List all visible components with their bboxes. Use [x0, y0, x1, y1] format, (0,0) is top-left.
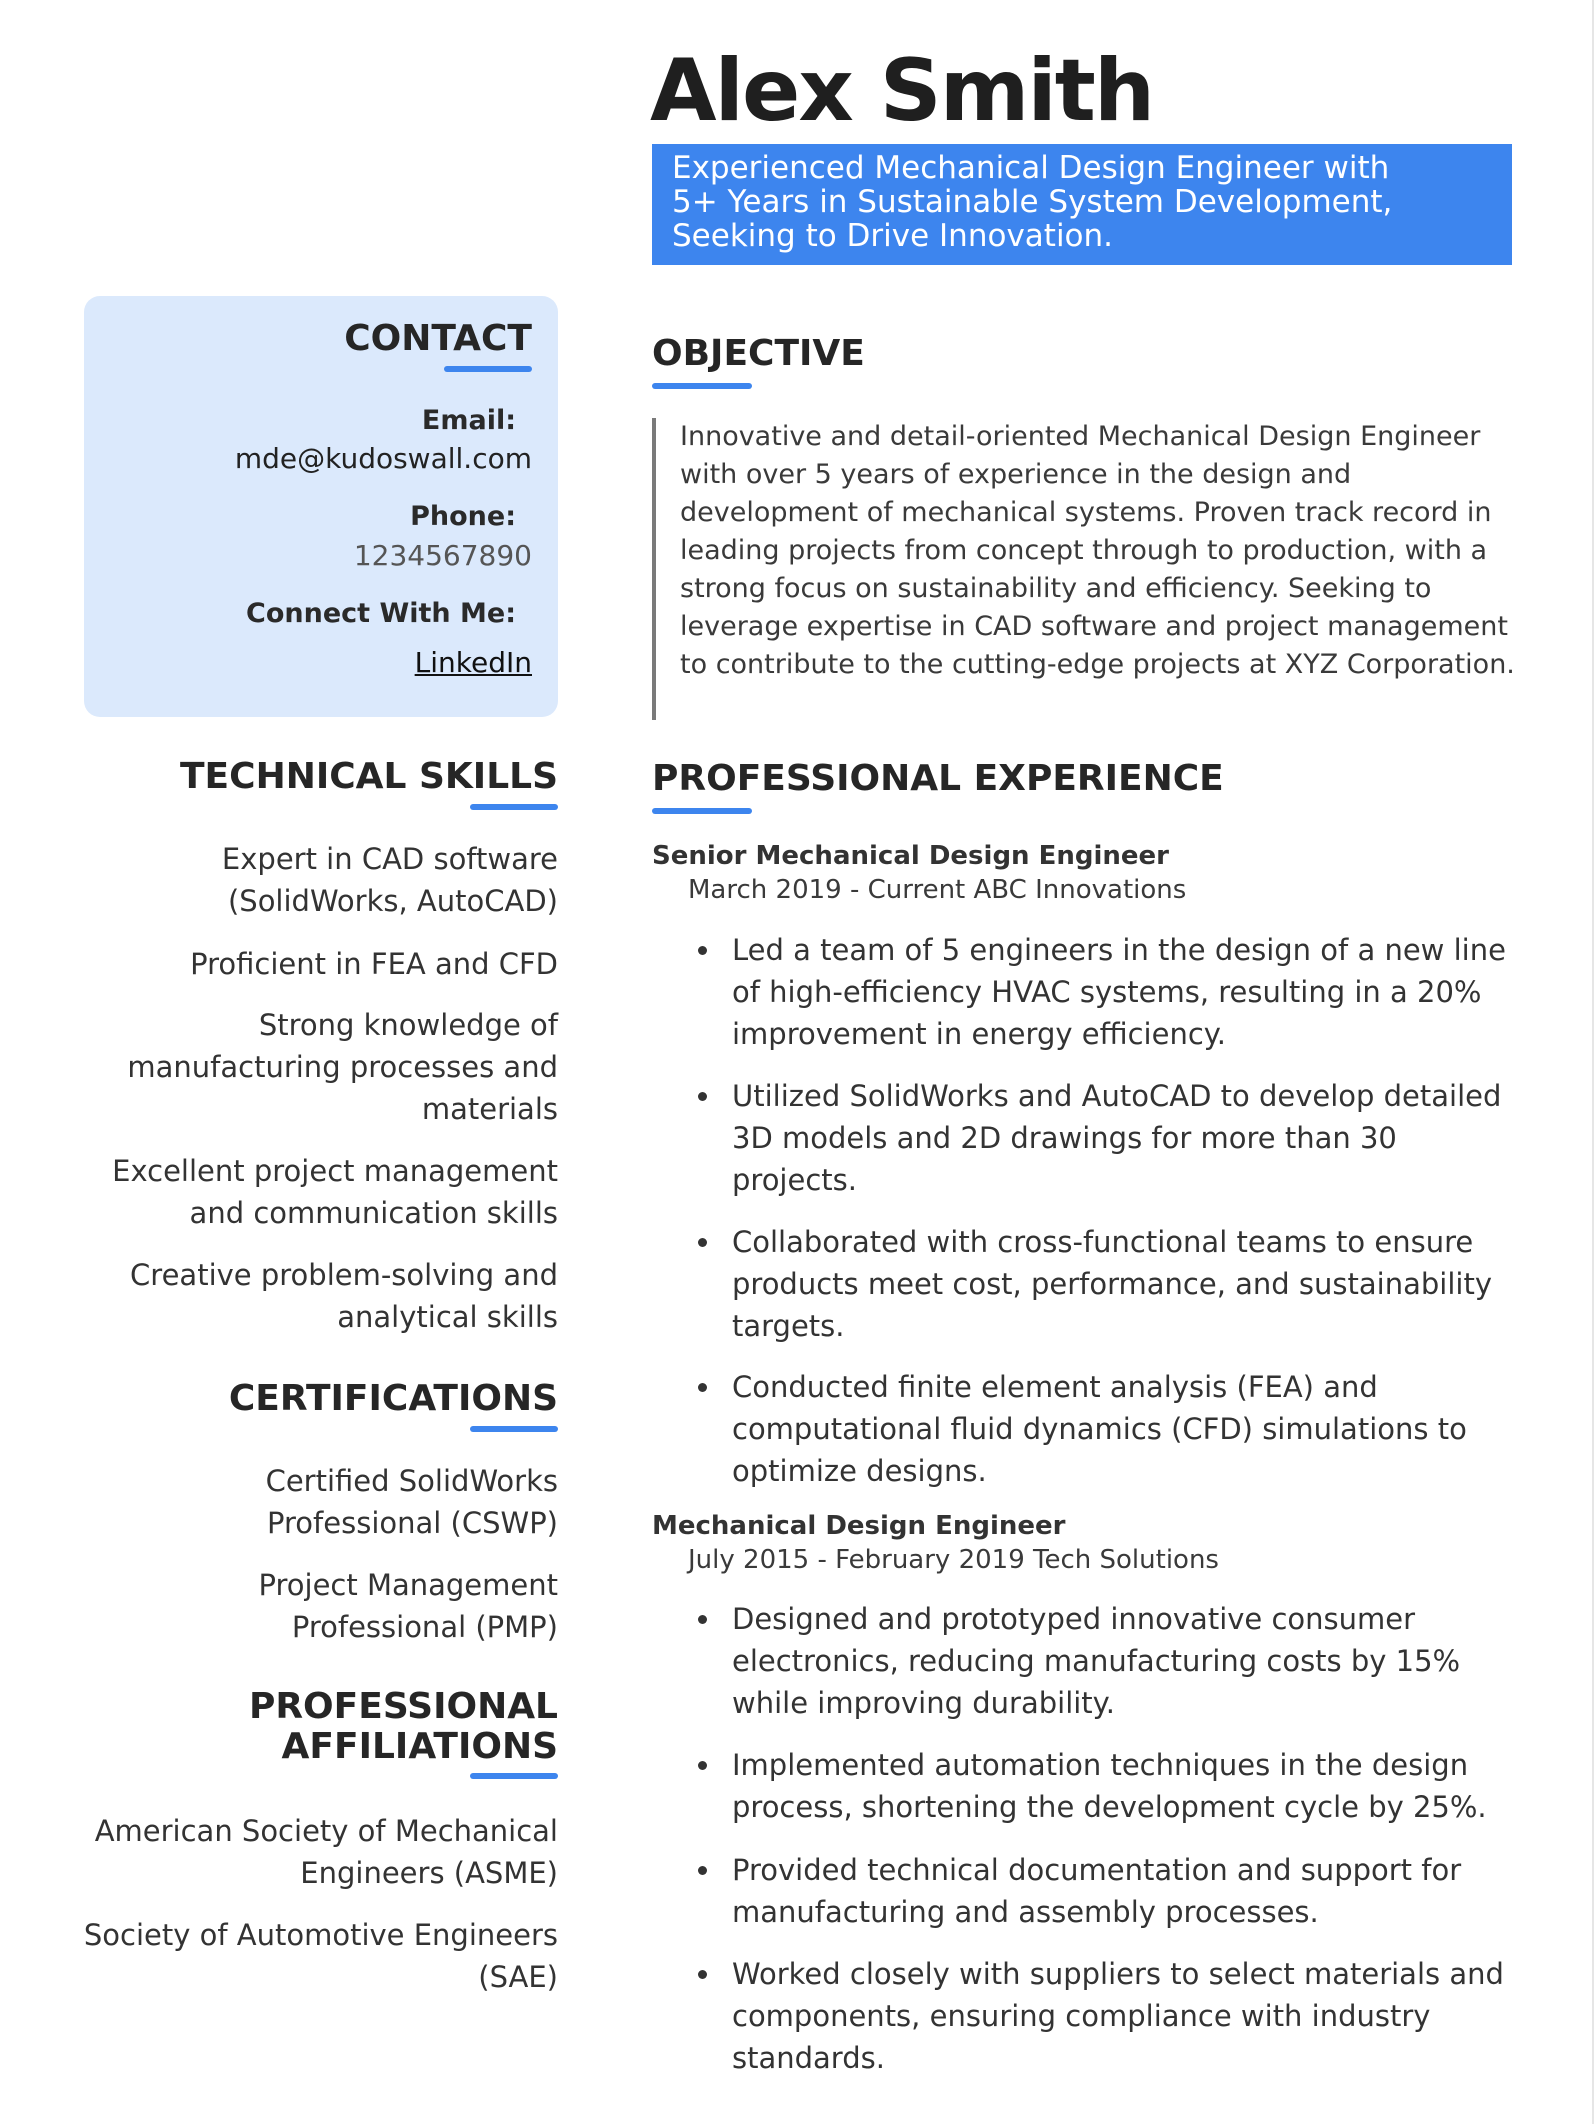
bullet-dot-icon	[698, 1383, 707, 1392]
job-bullet	[732, 1221, 1532, 1347]
bullet-line: standards.	[732, 2041, 885, 2075]
job-meta: July 2015 - February 2019 Tech Solutions	[688, 1545, 1219, 1575]
contact-heading-text: CONTACT	[344, 318, 532, 359]
bullet-line: products meet cost, performance, and sustainability	[732, 1267, 1492, 1301]
bullet-line: Provided technical documentation and support for	[732, 1853, 1462, 1887]
tagline-banner	[652, 144, 1512, 265]
bullet-line: targets.	[732, 1309, 845, 1343]
bullet-line: computational fluid dynamics (CFD) simulations to	[732, 1412, 1467, 1446]
affiliation-line: (SAE)	[478, 1960, 558, 1994]
objective-block	[652, 418, 1515, 720]
bullet-line: Collaborated with cross-functional teams to ensure	[732, 1225, 1474, 1259]
technical-skills-heading	[180, 756, 558, 798]
bullet-dot-icon	[698, 1866, 707, 1875]
affiliations-heading	[249, 1687, 558, 1767]
certification-item	[259, 1564, 558, 1648]
objective-heading-text: OBJECTIVE	[652, 333, 865, 374]
affiliations-heading-line: AFFILIATIONS	[281, 1726, 558, 1767]
bullet-line: Implemented automation techniques in the design	[732, 1748, 1469, 1782]
phone-value: 1234567890	[353, 539, 532, 572]
linkedin-link[interactable]: LinkedIn	[414, 646, 532, 679]
bullet-line: of high-efficiency HVAC systems, resulting in a 20%	[732, 975, 1482, 1009]
affiliation-line: Society of Automotive Engineers	[83, 1918, 558, 1952]
affiliation-item	[84, 1914, 558, 1998]
job-bullet	[732, 1075, 1532, 1201]
objective-heading	[652, 333, 865, 375]
affiliation-item	[95, 1810, 558, 1894]
contact-heading	[344, 318, 532, 360]
bullet-line: Conducted finite element analysis (FEA) and	[732, 1370, 1378, 1404]
skill-line: Expert in CAD software	[221, 842, 558, 876]
skill-line: analytical skills	[337, 1300, 558, 1334]
bullet-line: process, shortening the development cycle by 25%.	[732, 1790, 1487, 1824]
job-meta: March 2019 - Current ABC Innovations	[688, 875, 1187, 905]
connect-label: Connect With Me:	[246, 598, 516, 629]
certification-line: Professional (PMP)	[291, 1610, 558, 1644]
job-bullet	[732, 1598, 1532, 1724]
skill-line: manufacturing processes and	[127, 1050, 558, 1084]
job-bullet	[732, 929, 1532, 1055]
technical-skills-heading-text: TECHNICAL SKILLS	[180, 756, 558, 797]
objective-line: leading projects from concept through to production, with a	[680, 535, 1488, 566]
certifications-heading-text: CERTIFICATIONS	[228, 1378, 558, 1419]
job-bullet	[732, 1849, 1532, 1933]
job-bullet	[732, 1744, 1532, 1828]
skill-item	[222, 838, 558, 922]
email-value[interactable]: mde@kudoswall.com	[234, 442, 532, 475]
email-label: Email:	[421, 405, 516, 436]
skill-line: materials	[421, 1092, 558, 1126]
objective-line: to contribute to the cutting-edge projects at XYZ Corporation.	[680, 649, 1515, 680]
bullet-dot-icon	[698, 1761, 707, 1770]
bullet-line: Utilized SolidWorks and AutoCAD to develop detailed	[732, 1079, 1502, 1113]
skill-line: (SolidWorks, AutoCAD)	[227, 884, 558, 918]
tagline-line: 5+ Years in Sustainable System Development,	[672, 184, 1393, 220]
bullet-dot-icon	[698, 1615, 707, 1624]
objective-line: development of mechanical systems. Proven track record in	[680, 497, 1492, 528]
skill-item	[130, 1254, 558, 1338]
job-bullet	[732, 1953, 1532, 2079]
bullet-line: projects.	[732, 1163, 857, 1197]
bullet-dot-icon	[698, 1238, 707, 1247]
tagline-line: Seeking to Drive Innovation.	[672, 218, 1114, 254]
heading-underline	[470, 804, 558, 810]
heading-underline	[444, 366, 532, 372]
experience-heading-text: PROFESSIONAL EXPERIENCE	[652, 758, 1224, 799]
heading-underline	[470, 1426, 558, 1432]
job-title: Mechanical Design Engineer	[652, 1511, 1066, 1541]
bullet-line: manufacturing and assembly processes.	[732, 1895, 1319, 1929]
certifications-heading	[229, 1378, 558, 1420]
experience-heading	[652, 758, 1224, 800]
bullet-line: optimize designs.	[732, 1454, 987, 1488]
bullet-dot-icon	[698, 1092, 707, 1101]
affiliations-heading-line: PROFESSIONAL	[248, 1686, 558, 1727]
bullet-line: electronics, reducing manufacturing costs by 15%	[732, 1644, 1461, 1678]
objective-line: strong focus on sustainability and efficiency. Seeking to	[680, 573, 1432, 604]
heading-underline	[470, 1773, 558, 1779]
skill-line: Excellent project management	[112, 1154, 558, 1188]
skill-line: Proficient in FEA and CFD	[190, 947, 558, 981]
phone-label: Phone:	[410, 501, 516, 532]
skill-item	[190, 943, 558, 985]
skill-line: and communication skills	[189, 1196, 558, 1230]
objective-line: with over 5 years of experience in the design and	[680, 459, 1352, 490]
bullet-dot-icon	[698, 1970, 707, 1979]
affiliation-line: American Society of Mechanical	[94, 1814, 558, 1848]
bullet-line: improvement in energy efficiency.	[732, 1017, 1227, 1051]
candidate-name: Alex Smith	[650, 41, 1154, 141]
job-title: Senior Mechanical Design Engineer	[652, 841, 1170, 871]
certification-line: Certified SolidWorks	[265, 1464, 558, 1498]
bullet-line: Led a team of 5 engineers in the design of a new line	[732, 933, 1506, 967]
skill-item	[127, 1004, 558, 1130]
heading-underline	[652, 383, 752, 389]
heading-underline	[652, 808, 752, 814]
bullet-line: 3D models and 2D drawings for more than 30	[732, 1121, 1397, 1155]
bullet-line: Worked closely with suppliers to select materials and	[732, 1957, 1504, 1991]
bullet-line: components, ensuring compliance with industry	[732, 1999, 1431, 2033]
skill-item	[112, 1150, 558, 1234]
bullet-line: Designed and prototyped innovative consumer	[732, 1602, 1416, 1636]
job-bullet	[732, 1366, 1532, 1492]
certification-line: Professional (CSWP)	[267, 1506, 558, 1540]
affiliation-line: Engineers (ASME)	[300, 1856, 558, 1890]
certification-item	[266, 1460, 558, 1544]
bullet-line: while improving durability.	[732, 1686, 1115, 1720]
certification-line: Project Management	[258, 1568, 558, 1602]
skill-line: Creative problem-solving and	[130, 1258, 558, 1292]
objective-line: leverage expertise in CAD software and project management	[680, 611, 1508, 642]
objective-line: Innovative and detail-oriented Mechanical Design Engineer	[680, 421, 1481, 452]
skill-line: Strong knowledge of	[258, 1008, 558, 1042]
bullet-dot-icon	[698, 946, 707, 955]
tagline-line: Experienced Mechanical Design Engineer with	[672, 150, 1390, 186]
